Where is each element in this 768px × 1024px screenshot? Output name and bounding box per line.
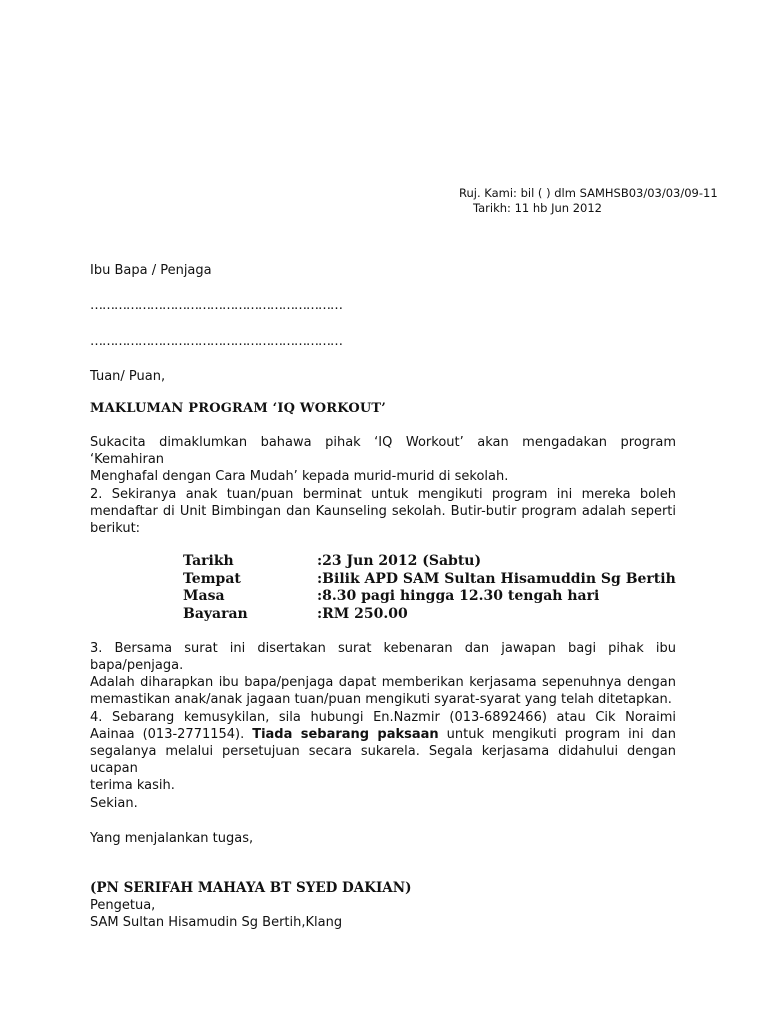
paragraph-4-line-2-end: untuk mengikuti program ini dan: [438, 727, 676, 742]
subject-heading: MAKLUMAN PROGRAM ‘IQ WORKOUT’: [90, 401, 387, 416]
paragraph-4-line-1: 4. Sebarang kemusykilan, sila hubungi En.Nazmir (013-6892466) atau Cik Noraimi: [90, 710, 676, 725]
paragraph-4-line-3: segalanya melalui persetujuan secara sukarela. Segala kerjasama didahului dengan ucapan: [90, 744, 676, 776]
emphasis-no-compulsion: Tiada sebarang paksaan: [252, 727, 439, 742]
paragraph-3-line-1: 3. Bersama surat ini disertakan surat kebenaran dan jawapan bagi pihak ibu bapa/penjaga.: [90, 641, 676, 673]
detail-row-tempat: [183, 571, 676, 589]
signatory-name: (PN SERIFAH MAHAYA BT SYED DAKIAN): [90, 880, 412, 896]
paragraph-2-line-3: berikut:: [90, 521, 141, 536]
paragraph-2: [90, 486, 676, 537]
paragraph-1: [90, 434, 676, 485]
program-details: [183, 553, 676, 623]
detail-row-masa: [183, 588, 676, 606]
school-name: SAM Sultan Hisamudin Sg Bertih,Klang: [90, 915, 343, 930]
salutation: Tuan/ Puan,: [90, 369, 166, 384]
detail-value: :23 Jun 2012 (Sabtu): [317, 553, 482, 569]
closing-duty: Yang menjalankan tugas,: [90, 831, 254, 846]
paragraph-3-line-2: Adalah diharapkan ibu bapa/penjaga dapat memberikan kerjasama sepenuhnya dengan: [90, 675, 676, 690]
paragraph-2-line-2: mendaftar di Unit Bimbingan dan Kaunseling sekolah. Butir-butir program adalah seperti: [90, 504, 676, 519]
recipient-dots-line-1: ………………………………………………………: [90, 298, 342, 313]
signatory-position: Pengetua,: [90, 898, 156, 913]
detail-label: Bayaran: [183, 605, 248, 622]
detail-label: Masa: [183, 588, 225, 604]
paragraph-4: [90, 709, 676, 794]
reference-date: Tarikh: 11 hb Jun 2012: [473, 201, 602, 215]
detail-row-tarikh: [183, 553, 676, 571]
detail-value: :Bilik APD SAM Sultan Hisamuddin Sg Bertih: [317, 570, 676, 587]
paragraph-3-line-3: memastikan anak/anak jagaan tuan/puan mengikuti syarat-syarat yang telah ditetapkan.: [90, 692, 672, 707]
detail-value: :8.30 pagi hingga 12.30 tengah hari: [317, 588, 600, 604]
reference-block: [459, 186, 718, 216]
reference-number: Ruj. Kami: bil ( ) dlm SAMHSB03/03/03/09-11: [459, 186, 718, 200]
paragraph-4-line-4: terima kasih.: [90, 778, 175, 793]
detail-label: Tarikh: [183, 553, 234, 569]
paragraph-2-line-1: 2. Sekiranya anak tuan/puan berminat untuk mengikuti program ini mereka boleh: [90, 487, 676, 502]
closing-sekian: Sekian.: [90, 796, 138, 811]
paragraph-4-line-2-start: Aainaa (013-2771154).: [90, 727, 253, 742]
paragraph-4-line-2: [90, 726, 676, 743]
recipient-title: Ibu Bapa / Penjaga: [90, 263, 212, 278]
detail-row-bayaran: [183, 606, 676, 624]
paragraph-3: [90, 640, 676, 708]
detail-label: Tempat: [183, 570, 241, 587]
paragraph-1-line-1: Sukacita dimaklumkan bahawa pihak ‘IQ Workout’ akan mengadakan program ‘Kemahiran: [90, 435, 676, 467]
paragraph-1-line-2: Menghafal dengan Cara Mudah’ kepada murid-murid di sekolah.: [90, 469, 509, 484]
recipient-dots-line-2: ………………………………………………………: [90, 334, 342, 349]
detail-value: :RM 250.00: [317, 605, 408, 622]
